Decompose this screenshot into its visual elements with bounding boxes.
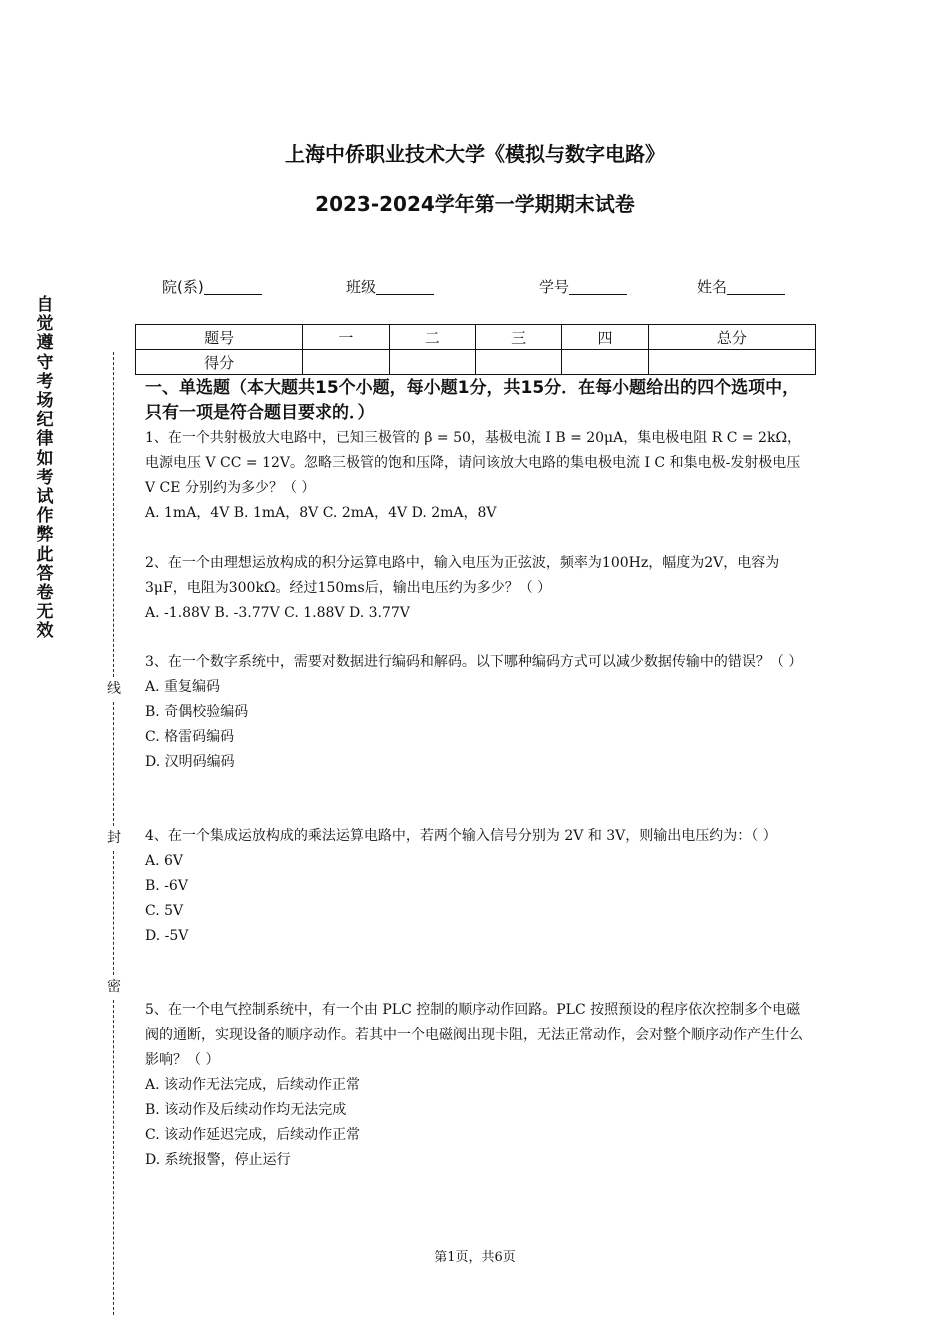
binding-mark-xian: 线	[107, 681, 121, 697]
binding-line	[113, 702, 114, 826]
score-cell[interactable]	[562, 350, 648, 375]
department-field	[162, 276, 262, 297]
question-stem: 3、在一个数字系统中，需要对数据进行编码和解码。以下哪种编码方式可以减少数据传输中的错误？（ ）	[145, 654, 803, 670]
class-label: 班级	[346, 278, 377, 296]
header-cell: 三	[475, 325, 561, 350]
question-options: A. 1mA，4V B. 1mA，8V C. 2mA，4V D. 2mA，8V	[145, 505, 497, 521]
question-3	[145, 650, 810, 775]
binding-line	[113, 851, 114, 975]
question-stem: 1、在一个共射极放大电路中，已知三极管的 β = 50，基极电流 I B = 20μA，集电极电阻 R C = 2kΩ，电源电压 V CC = 12V。忽略三极管的饱和压降，请问该放大电路的集电极电流 I C 和集电极-发射极电压 V CE 分别约为多少？（ ）	[145, 430, 802, 496]
exam-subtitle: 2023-2024学年第一学期期末试卷	[315, 192, 635, 216]
score-cell[interactable]	[389, 350, 475, 375]
score-table	[135, 324, 816, 375]
question-options: A. -1.88V B. -3.77V C. 1.88V D. 3.77V	[145, 605, 410, 621]
option-a: A. 该动作无法完成，后续动作正常	[145, 1077, 361, 1093]
binding-line	[113, 1000, 114, 1315]
name-label: 姓名	[697, 278, 728, 296]
header-cell: 一	[303, 325, 389, 350]
option-c: C. 格雷码编码	[145, 729, 235, 745]
class-blank[interactable]	[376, 279, 434, 295]
name-blank[interactable]	[727, 279, 785, 295]
student-id-label: 学号	[539, 278, 570, 296]
option-a: A. 6V	[145, 853, 184, 869]
name-field	[697, 276, 785, 297]
score-table-header-row	[136, 325, 816, 350]
option-d: D. 系统报警，停止运行	[145, 1152, 291, 1168]
option-c: C. 5V	[145, 903, 184, 919]
score-table-score-row	[136, 350, 816, 375]
page-number: 第1页，共6页	[434, 1250, 516, 1265]
department-blank[interactable]	[204, 279, 262, 295]
question-5	[145, 998, 810, 1173]
option-c: C. 该动作延迟完成，后续动作正常	[145, 1127, 361, 1143]
header-cell: 二	[389, 325, 475, 350]
score-cell[interactable]	[303, 350, 389, 375]
class-field	[346, 276, 434, 297]
binding-line	[113, 352, 114, 677]
exam-discipline-note: 自觉遵守考场纪律如考试作弊此答卷无效	[36, 295, 54, 642]
binding-mark-mi: 密	[107, 979, 121, 995]
question-4	[145, 824, 810, 949]
question-1	[145, 426, 810, 526]
student-id-blank[interactable]	[569, 279, 627, 295]
header-cell: 总分	[648, 325, 815, 350]
header-cell: 题号	[136, 325, 303, 350]
binding-mark-feng: 封	[107, 830, 121, 846]
score-row-label: 得分	[136, 350, 303, 375]
exam-title: 上海中侨职业技术大学《模拟与数字电路》	[285, 142, 665, 166]
question-stem: 4、在一个集成运放构成的乘法运算电路中，若两个输入信号分别为 2V 和 3V，则输出电压约为：（ ）	[145, 828, 777, 844]
department-label: 院(系)	[162, 278, 204, 296]
score-cell[interactable]	[475, 350, 561, 375]
option-d: D. 汉明码编码	[145, 754, 235, 770]
student-id-field	[539, 276, 627, 297]
question-stem: 2、在一个由理想运放构成的积分运算电路中，输入电压为正弦波，频率为100Hz，幅度为2V，电容为3μF，电阻为300kΩ。经过150ms后，输出电压约为多少？（ ）	[145, 555, 780, 596]
option-a: A. 重复编码	[145, 679, 221, 695]
question-stem: 5、在一个电气控制系统中，有一个由 PLC 控制的顺序动作回路。PLC 按照预设的程序依次控制多个电磁阀的通断，实现设备的顺序动作。若其中一个电磁阀出现卡阻，无法正常动作，会对整个顺序动作产生什么影响？（ ）	[145, 1002, 803, 1068]
option-d: D. -5V	[145, 928, 189, 944]
option-b: B. 该动作及后续动作均无法完成	[145, 1102, 347, 1118]
option-b: B. 奇偶校验编码	[145, 704, 249, 720]
option-b: B. -6V	[145, 878, 188, 894]
section-heading: 一、单选题（本大题共15个小题，每小题1分，共15分．在每小题给出的四个选项中，只有一项是符合题目要求的．）	[145, 378, 800, 423]
header-cell: 四	[562, 325, 648, 350]
score-cell[interactable]	[648, 350, 815, 375]
question-2	[145, 551, 810, 626]
